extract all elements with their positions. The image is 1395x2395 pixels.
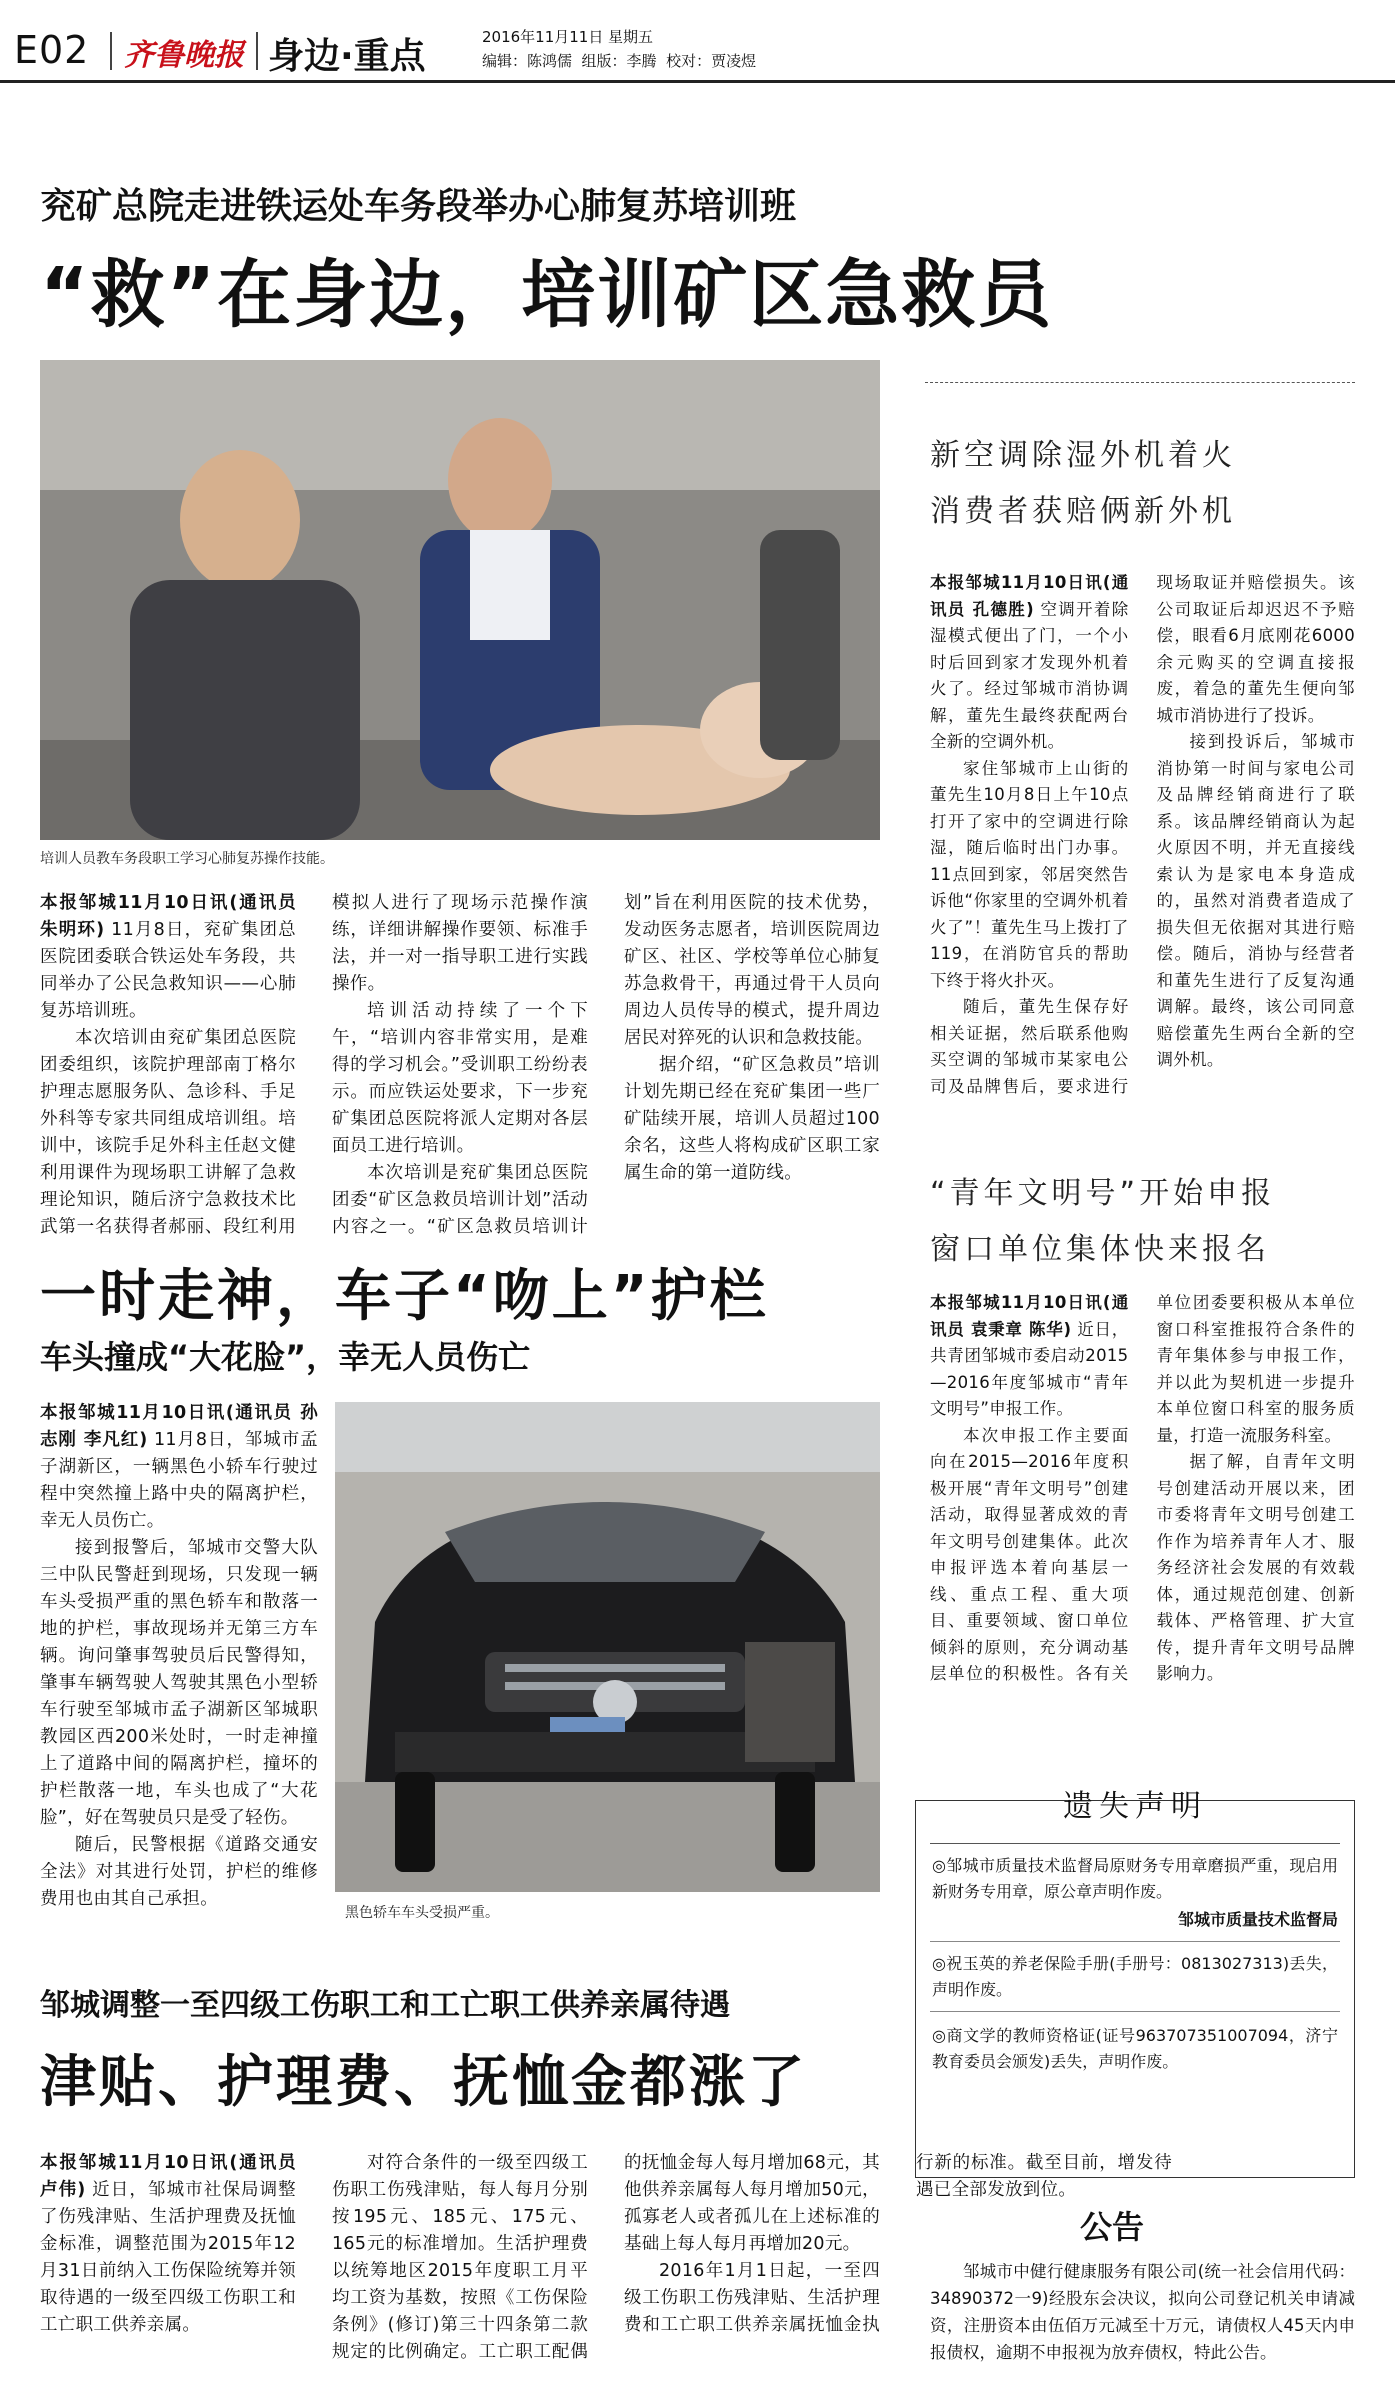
header-divider — [110, 32, 112, 70]
section-name: 身边·重点 — [268, 36, 426, 77]
article1-paragraph-text: 11月8日，兖矿集团总医院团委联合铁运处车务段，共同举办了公民急救知识——心肺复苏培训班。 — [40, 920, 296, 1021]
article5-paragraph-text: 近日，邹城市社保局调整了伤残津贴、生活护理费及抚恤金标准，调整范围为2015年12月31日前纳入工伤保险统筹并领取待遇的一级至四级工伤职工和工亡职工供养亲属。 — [40, 2180, 296, 2335]
article1-dateline: 本报邹城11月10日讯(通讯员 朱明环) — [40, 893, 296, 940]
article4-dateline: 本报邹城11月10日讯(通讯员 袁秉章 陈华) — [930, 1293, 1129, 1339]
article2-paragraph: 随后，董先生保存好相关证据，然后联系他购买空调的邹城市某家电公司及品牌售后，要求进行现场取证并赔偿损失。该公司取证后却迟迟不予赔偿，眼看6月底刚花6000余元购买的空调直接报废，着急的董先生便向邹城市消协进行了投诉。 — [930, 573, 1355, 1096]
article2-paragraph — [930, 570, 1129, 756]
paper-logo: 齐鲁晚报 — [124, 38, 244, 73]
lost-notice-item: ◎商文学的教师资格证(证号963707351007094，济宁教育委员会颁发)丢失，声明作废。 — [932, 2026, 1338, 2071]
page-header — [0, 18, 1395, 78]
lost-notice-item: ◎邹城市质量技术监督局原财务专用章磨损严重，现启用新财务专用章，原公章声明作废。 — [932, 1856, 1338, 1901]
damaged-car-illustration — [335, 1402, 880, 1892]
public-notice-text: 邹城市中健行健康服务有限公司(统一社会信用代码：34890372一9)经股东会决议，拟向公司登记机关申请减资，注册资本由伍佰万元减至十万元，请债权人45天内申报债权，逾期不申报视为放弃债权，特此公告。 — [930, 2262, 1355, 2362]
article2-title2: 消费者获赔俩新外机 — [930, 494, 1236, 529]
article3-photo-caption: 黑色轿车车头受损严重。 — [345, 1905, 499, 1921]
article4-paragraph: 据了解，自青年文明号创建活动开展以来，团市委将青年文明号创建工作作为培养青年人才、服务经济社会发展的有效载体，通过规范创建、创新载体、严格管理、扩大宣传，提升青年文明号品牌影响力。 — [1156, 1452, 1355, 1683]
article3-subhead: 车头撞成“大花脸”，幸无人员伤亡 — [40, 1338, 531, 1376]
article3-body — [40, 1400, 318, 1920]
article1-paragraph: 本次培训由兖矿集团总医院团委组织，该院护理部南丁格尔护理志愿服务队、急诊科、手足外科等专家共同组成培训组。培训中，该院手足外科主任赵文健利用课件为现场职工讲解了急救理论知识，随后济宁急救技术比武第一名获得者郝丽、段红利用模拟人进行了现场示范操作演练，详细讲解操作要领、标准手法，并一对一指导职工进行实践操作。 — [40, 893, 588, 1237]
article1-kicker: 兖矿总院走进铁运处车务段举办心肺复苏培训班 — [40, 186, 797, 227]
article3-paragraph: 随后，民警根据《道路交通安全法》对其进行处罚，护栏的维修费用也由其自己承担。 — [40, 1835, 318, 1909]
cpr-training-photo — [40, 360, 880, 840]
lost-notice-title: 遗失声明 — [1063, 1789, 1207, 1824]
article2-paragraph-text: 空调开着除湿模式便出了门，一个小时后回到家才发现外机着火了。经过邹城市消协调解，董先生最终获配两台全新的空调外机。 — [930, 599, 1129, 751]
article3-headline: 一时走神，车子“吻上”护栏 — [40, 1264, 769, 1329]
article2-body — [930, 570, 1355, 1155]
article4-title2: 窗口单位集体快来报名 — [930, 1232, 1270, 1267]
article5-headline: 津贴、护理费、抚恤金都涨了 — [40, 2050, 807, 2115]
cpr-training-illustration — [40, 360, 880, 840]
page-number: E02 — [14, 28, 90, 72]
lost-notice-separator — [930, 1941, 1340, 1942]
article1-body — [40, 890, 880, 1270]
article4-paragraph-text: 近日，共青团邹城市委启动2015—2016年度邹城市“青年文明号”申报工作。 — [930, 1319, 1129, 1418]
lost-notice-item-signature: 邹城市质量技术监督局 — [1177, 1910, 1338, 1929]
article4-paragraph: 本次申报工作主要面向在2015—2016年度积极开展“青年文明号”创建活动，取得显著成效的青年文明号创建集体。此次申报评选本着向基层一线、重点工程、重大项目、重要领域、窗口单位倾斜的原则，充分调动基层单位的积极性。各有关单位团委要积极从本单位窗口科室推报符合条件的青年集体参与申报工作，并以此为契机进一步提升本单位窗口科室的服务质量，打造一流服务科室。 — [930, 1293, 1355, 1683]
article2-paragraph: 家住邹城市上山街的董先生10月8日上午10点打开了家中的空调进行除湿，随后临时出门办事。11点回到家，邻居突然告诉他“你家里的空调外机着火了”！董先生马上拨打了119，在消防官兵的帮助下终于将火扑灭。 — [930, 758, 1129, 990]
article1-photo-caption: 培训人员教车务段职工学习心肺复苏操作技能。 — [40, 851, 334, 867]
article3-dateline: 本报邹城11月10日讯(通讯员 孙志刚 李凡红) — [40, 1403, 318, 1450]
lost-notice-item: ◎祝玉英的养老保险手册(手册号：0813027313)丢失，声明作废。 — [932, 1954, 1338, 1999]
lost-notice-title-rule — [930, 1843, 1340, 1844]
column-divider — [925, 382, 1355, 383]
article5-paragraph: 对符合条件的一级至四级工伤职工伤残津贴，每人每月分别按195元、185元、175元、165元的标准增加。生活护理费以统筹地区2015年度职工月平均工资为基数，按照《工伤保险条例》(修订)第三十四条第二款规定的比例确定。工亡职工配偶的抚恤金每人每月增加68元，其他供养亲属每人每月增加50元，孤寡老人或者孤儿在上述标准的基础上每人每月再增加20元。 — [332, 2153, 880, 2362]
article1-headline: “救”在身边，培训矿区急救员 — [40, 252, 1054, 338]
article1-paragraph: 培训活动持续了一个下午，“培训内容非常实用，是难得的学习机会。”受训职工纷纷表示。而应铁运处要求，下一步兖矿集团总医院将派人定期对各层面员工进行培训。 — [332, 1001, 588, 1156]
article1-paragraph: 据介绍，“矿区急救员”培训计划先期已经在兖矿集团一些厂矿陆续开展，培训人员超过100余名，这些人将构成矿区职工家属生命的第一道防线。 — [624, 1055, 880, 1183]
article4-paragraph — [930, 1290, 1129, 1423]
issue-weekday: 星期五 — [608, 28, 654, 46]
header-divider — [256, 32, 258, 70]
damaged-car-photo — [335, 1402, 880, 1892]
article5-kicker: 邹城调整一至四级工伤职工和工亡职工供养亲属待遇 — [40, 1988, 730, 2023]
article5-dateline: 本报邹城11月10日讯(通讯员 卢伟) — [40, 2153, 296, 2200]
public-notice-title: 公告 — [1080, 2208, 1145, 2246]
article1-paragraph — [40, 890, 296, 1025]
article5-paragraph: 2016年1月1日起，一至四级工伤职工伤残津贴、生活护理费和工亡职工供养亲属抚恤金执行新的标准。截至目前，增发待遇已全部发放到位。 — [624, 2153, 1172, 2335]
lost-notice-box — [915, 1789, 1355, 2178]
lost-notice-separator — [930, 2011, 1340, 2012]
article1-paragraph: 本次培训是兖矿集团总医院团委“矿区急救员培训计划”活动内容之一。“矿区急救员培训计划”旨在利用医院的技术优势，发动医务志愿者，培训医院周边矿区、社区、学校等单位心肺复苏急救骨干，再通过骨干人员向周边人员传导的模式，提升周边居民对猝死的认识和急救技能。 — [332, 893, 880, 1237]
article4-title1: “青年文明号”开始申报 — [930, 1176, 1276, 1211]
header-rule — [0, 80, 1395, 83]
article5-paragraph — [40, 2150, 296, 2339]
article3-paragraph: 接到报警后，邹城市交警大队三中队民警赶到现场，只发现一辆车头受损严重的黑色轿车和散落一地的护栏，事故现场并无第三方车辆。询问肇事驾驶员后民警得知，肇事车辆驾驶人驾驶其黑色小型轿车行驶至邹城市孟子湖新区邹城职教园区西200米处时，一时走神撞上了道路中间的隔离护栏，撞坏的护栏散落一地，车头也成了“大花脸”，好在驾驶员只是受了轻伤。 — [40, 1538, 318, 1828]
article3-paragraph — [40, 1400, 318, 1535]
editors-line: 编辑：陈鸿儒 组版：李腾 校对：贾凌煜 — [482, 52, 757, 70]
issue-date: 2016年11月11日 — [482, 28, 604, 46]
article2-title1: 新空调除湿外机着火 — [930, 438, 1236, 473]
article2-paragraph: 接到投诉后，邹城市消协第一时间与家电公司及品牌经销商进行了联系。该品牌经销商认为起火原因不明，并无直接线索认为是家电本身造成的，虽然对消费者造成了损失但无依据对其进行赔偿。随后，消协与经营者和董先生进行了反复沟通调解。最终，该公司同意赔偿董先生两台全新的空调外机。 — [1156, 732, 1355, 1069]
article3-paragraph-text: 11月8日，邹城市孟子湖新区，一辆黑色小轿车行驶过程中突然撞上路中央的隔离护栏，幸无人员伤亡。 — [40, 1430, 318, 1531]
article2-dateline: 本报邹城11月10日讯(通讯员 孔德胜) — [930, 573, 1129, 619]
